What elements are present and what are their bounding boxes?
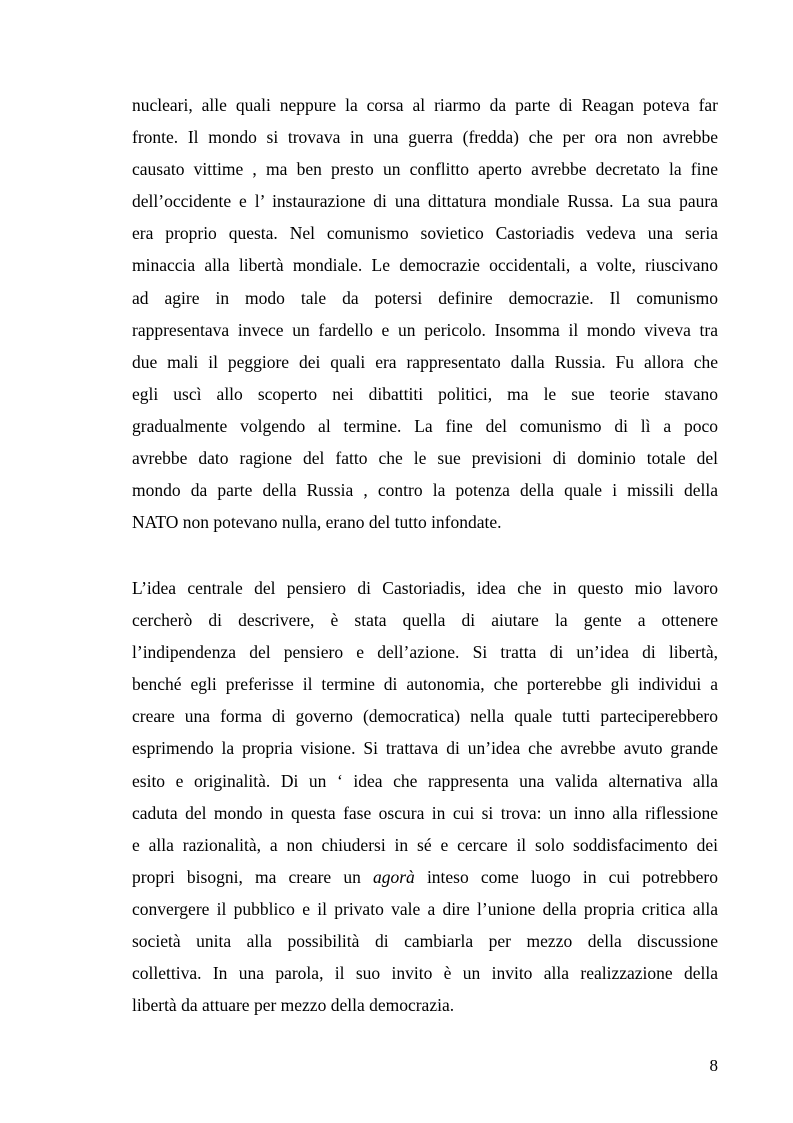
text-line: causato vittime , ma ben presto un conflitto aperto avrebbe decretato la fine bbox=[132, 159, 718, 180]
text-run: propri bisogni, ma creare un bbox=[132, 866, 373, 887]
text-line: società unita alla possibilità di cambiarla per mezzo della discussione bbox=[132, 931, 718, 952]
text-line: avrebbe dato ragione del fatto che le sue previsioni di dominio totale del bbox=[132, 448, 718, 469]
text-line: minaccia alla libertà mondiale. Le democrazie occidentali, a volte, riuscivano bbox=[132, 255, 718, 276]
text-line: convergere il pubblico e il privato vale a dire l’unione della propria critica alla bbox=[132, 898, 718, 919]
text-line: l’indipendenza del pensiero e dell’azione. Si tratta di un’idea di libertà, bbox=[132, 642, 718, 663]
text-line: nucleari, alle quali neppure la corsa al riarmo da parte di Reagan poteva far bbox=[132, 95, 718, 115]
text-line: due mali il peggiore dei quali era rappresentato dalla Russia. Fu allora che bbox=[132, 351, 718, 372]
text-line: ad agire in modo tale da potersi definire democrazie. Il comunismo bbox=[132, 287, 718, 308]
text-line: esprimendo la propria visione. Si trattava di un’idea che avrebbe avuto grande bbox=[132, 738, 718, 759]
paragraph-2 bbox=[132, 572, 718, 1021]
text-line: esito e originalità. Di un ‘ idea che rappresenta una valida alternativa alla bbox=[132, 770, 718, 791]
text-line: caduta del mondo in questa fase oscura in cui si trova: un inno alla riflessione bbox=[132, 802, 718, 823]
text-line: gradualmente volgendo al termine. La fine del comunismo di lì a poco bbox=[132, 415, 718, 436]
text-line: benché egli preferisse il termine di autonomia, che porterebbe gli individui a bbox=[132, 674, 718, 695]
text-line: fronte. Il mondo si trovava in una guerra (fredda) che per ora non avrebbe bbox=[132, 127, 718, 148]
text-line: dell’occidente e l’ instaurazione di una dittatura mondiale Russa. La sua paura bbox=[132, 191, 718, 212]
text-run: inteso come luogo in cui potrebbero bbox=[414, 866, 718, 887]
text-line: cercherò di descrivere, è stata quella di aiutare la gente a ottenere bbox=[132, 610, 718, 631]
text-line: L’idea centrale del pensiero di Castoriadis, idea che in questo mio lavoro bbox=[132, 578, 718, 598]
text-line: rappresentava invece un fardello e un pericolo. Insomma il mondo viveva tra bbox=[132, 319, 718, 340]
text-line: collettiva. In una parola, il suo invito è un invito alla realizzazione della bbox=[132, 963, 718, 984]
text-line: e alla razionalità, a non chiudersi in sé e cercare il solo soddisfacimento dei bbox=[132, 834, 718, 855]
text-line: creare una forma di governo (democratica) nella quale tutti parteciperebbero bbox=[132, 706, 718, 727]
text-line: egli uscì allo scoperto nei dibattiti politici, ma le sue teorie stavano bbox=[132, 383, 718, 404]
text-line: NATO non potevano nulla, erano del tutto infondate. bbox=[132, 512, 502, 533]
text-line: mondo da parte della Russia , contro la potenza della quale i missili della bbox=[132, 480, 718, 501]
page-number: 8 bbox=[709, 1056, 718, 1075]
italic-term: agorà bbox=[372, 866, 415, 887]
paragraph-1 bbox=[132, 89, 718, 538]
text-line: libertà da attuare per mezzo della democrazia. bbox=[132, 995, 455, 1016]
text-line: era proprio questa. Nel comunismo sovietico Castoriadis vedeva una seria bbox=[132, 223, 718, 244]
text-line bbox=[132, 861, 718, 893]
